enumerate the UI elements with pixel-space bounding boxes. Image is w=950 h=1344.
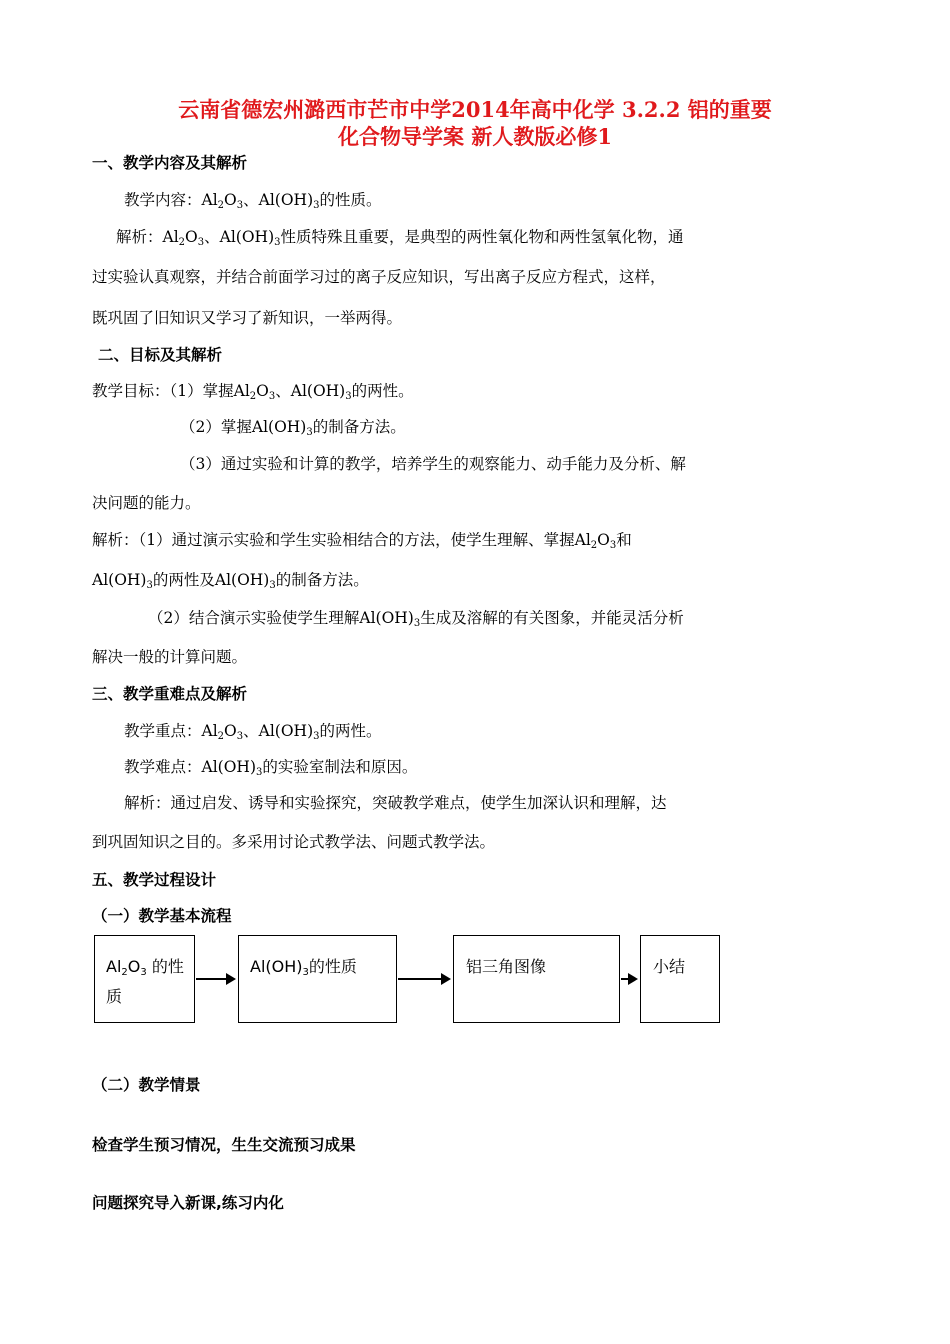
section5-sub1: （一）教学基本流程 (92, 907, 232, 925)
section5-line1: 检查学生预习情况，生生交流预习成果 (92, 1136, 356, 1154)
section2-goal1: 教学目标：（1）掌握$Al_2O_3$、$Al(OH)_3$的两性。 (92, 382, 414, 402)
section1-content: 教学内容：$Al_2O_3$、$Al(OH)_3$的性质。 (124, 191, 382, 211)
flow-box-al2o3 (94, 935, 195, 1023)
flow-box-summary-label: 小结 (653, 957, 686, 976)
section2-goal3-line1: （3）通过实验和计算的教学，培养学生的观察能力、动手能力及分析、解 (180, 455, 686, 473)
flow-box-summary (640, 935, 720, 1023)
flow-arrow-3 (621, 978, 636, 980)
section5-line2: 问题探究导入新课,练习内化 (92, 1194, 284, 1212)
section2-goal3-line2: 决问题的能力。 (92, 494, 201, 512)
section2-analysis2-line1: （2）结合演示实验使学生理解$Al(OH)_3$生成及溶解的有关图象，并能灵活分析 (148, 609, 684, 629)
section2-analysis1-line2: $Al(OH)_3$的两性及$Al(OH)_3$的制备方法。 (92, 571, 369, 591)
section3-key: 教学重点：$Al_2O_3$、$Al(OH)_3$的两性。 (124, 722, 382, 742)
flow-box-aloh3 (238, 935, 397, 1023)
section1-analysis-line3: 既巩固了旧知识又学习了新知识，一举两得。 (92, 309, 403, 327)
section3-difficulty: 教学难点：$Al(OH)_3$的实验室制法和原因。 (124, 758, 418, 778)
section1-analysis-line2: 过实验认真观察，并结合前面学习过的离子反应知识，写出离子反应方程式，这样， (92, 268, 666, 286)
document-title-line2: 化合物导学案 新人教版必修1 (338, 124, 612, 149)
section5-sub2: （二）教学情景 (92, 1076, 201, 1094)
section2-goal2: （2）掌握$Al(OH)_3$的制备方法。 (180, 418, 406, 438)
flow-box-aloh3-label: $Al(OH)_3$的性质 (250, 957, 357, 978)
section2-analysis2-line2: 解决一般的计算问题。 (92, 648, 248, 666)
flow-box-al2o3-label-line2: 质 (106, 987, 123, 1006)
section3-heading: 三、教学重难点及解析 (92, 685, 248, 703)
flow-arrow-1 (196, 978, 234, 980)
section2-analysis1-line1: 解析：（1）通过演示实验和学生实验相结合的方法，使学生理解、掌握$Al_2O_3$和 (92, 531, 632, 551)
section5-heading: 五、教学过程设计 (92, 871, 217, 889)
section2-heading: 二、目标及其解析 (98, 346, 223, 364)
flow-box-al2o3-label: $Al_2O_3$ 的性 (106, 957, 184, 978)
section3-analysis-line2: 到巩固知识之目的。多采用讨论式教学法、问题式教学法。 (92, 833, 496, 851)
section3-analysis-line1: 解析：通过启发、诱导和实验探究，突破教学难点，使学生加深认识和理解，达 (124, 794, 667, 812)
section1-analysis-line1: 解析：$Al_2O_3$、$Al(OH)_3$性质特殊且重要，是典型的两性氧化物和两性氢氧化物，通 (116, 228, 684, 248)
document-title-line1: 云南省德宏州潞西市芒市中学2014年高中化学 3.2.2 铝的重要 (178, 97, 772, 122)
flow-box-aluminum-triangle-label: 铝三角图像 (466, 957, 547, 976)
flow-box-aluminum-triangle (453, 935, 620, 1023)
flow-arrow-2 (398, 978, 449, 980)
section1-heading: 一、教学内容及其解析 (92, 154, 248, 172)
